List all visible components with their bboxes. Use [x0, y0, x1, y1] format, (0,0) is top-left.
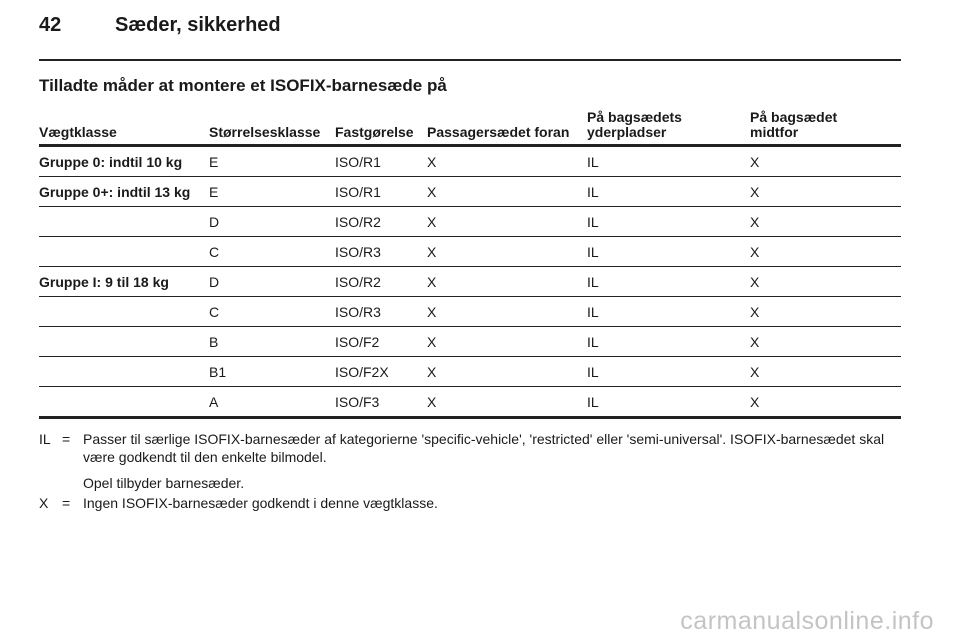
note-il [39, 430, 901, 492]
cell-front-passenger: X [427, 244, 437, 260]
cell-front-passenger: X [427, 274, 437, 290]
cell-fixture: ISO/R3 [335, 304, 381, 320]
header-rear-outer: På bagsædets yderpladser [587, 109, 682, 140]
note-equals: = [62, 495, 71, 511]
cell-size-class: A [209, 394, 219, 410]
note-x [39, 494, 901, 512]
header-front-passenger: Passagersædet foran [427, 124, 570, 140]
cell-rear-outer: IL [587, 184, 599, 200]
isofix-table [39, 108, 901, 419]
table-row [39, 237, 901, 267]
cell-fixture: ISO/R1 [335, 154, 381, 170]
cell-rear-outer: IL [587, 214, 599, 230]
cell-weight-class: Gruppe I: 9 til 18 kg [39, 274, 169, 290]
cell-rear-center: X [750, 364, 760, 380]
note-key: IL [39, 431, 51, 447]
table-row [39, 387, 901, 419]
cell-rear-center: X [750, 274, 760, 290]
note-text: Passer til særlige ISOFIX-barnesæder af kategorierne 'specific-vehicle', 'restricted' eller 'semi-universal'. ISOFIX-barnesædet skal være godkendt til den enkelte bilmodel. [83, 431, 885, 465]
page-title: Sæder, sikkerhed [115, 14, 281, 36]
header-size-class: Størrelsesklasse [209, 124, 321, 140]
note-text: Ingen ISOFIX-barnesæder godkendt i denne vægtklasse. [83, 495, 438, 511]
cell-rear-center: X [750, 394, 760, 410]
cell-fixture: ISO/R2 [335, 274, 381, 290]
cell-size-class: B1 [209, 364, 227, 380]
cell-rear-outer: IL [587, 244, 599, 260]
note-subtext: Opel tilbyder barnesæder. [83, 475, 245, 491]
note-key: X [39, 495, 49, 511]
section-title: Tilladte måder at montere et ISOFIX-barnesæde på [39, 76, 447, 95]
page-number: 42 [39, 14, 62, 36]
cell-size-class: E [209, 184, 219, 200]
cell-front-passenger: X [427, 214, 437, 230]
table-row [39, 177, 901, 207]
table-row [39, 327, 901, 357]
header-weight-class: Vægtklasse [39, 124, 117, 140]
table-row [39, 357, 901, 387]
cell-rear-outer: IL [587, 274, 599, 290]
cell-size-class: B [209, 334, 219, 350]
cell-size-class: E [209, 154, 219, 170]
cell-rear-outer: IL [587, 304, 599, 320]
cell-rear-center: X [750, 244, 760, 260]
cell-size-class: C [209, 304, 220, 320]
cell-fixture: ISO/F2 [335, 334, 380, 350]
cell-fixture: ISO/F3 [335, 394, 380, 410]
cell-rear-outer: IL [587, 154, 599, 170]
watermark: carmanualsonline.info [680, 607, 934, 635]
cell-rear-outer: IL [587, 334, 599, 350]
cell-rear-outer: IL [587, 394, 599, 410]
cell-rear-center: X [750, 154, 760, 170]
cell-front-passenger: X [427, 364, 437, 380]
cell-fixture: ISO/R1 [335, 184, 381, 200]
cell-weight-class: Gruppe 0+: indtil 13 kg [39, 184, 191, 200]
table-row [39, 267, 901, 297]
cell-weight-class: Gruppe 0: indtil 10 kg [39, 154, 183, 170]
cell-rear-outer: IL [587, 364, 599, 380]
cell-front-passenger: X [427, 394, 437, 410]
table-row [39, 147, 901, 177]
cell-fixture: ISO/F2X [335, 364, 389, 380]
header-fixture: Fastgørelse [335, 124, 414, 140]
cell-rear-center: X [750, 304, 760, 320]
cell-front-passenger: X [427, 304, 437, 320]
cell-size-class: C [209, 244, 220, 260]
cell-front-passenger: X [427, 154, 437, 170]
cell-rear-center: X [750, 334, 760, 350]
cell-size-class: D [209, 274, 220, 290]
table-row [39, 207, 901, 237]
cell-fixture: ISO/R3 [335, 244, 381, 260]
cell-fixture: ISO/R2 [335, 214, 381, 230]
cell-rear-center: X [750, 184, 760, 200]
cell-front-passenger: X [427, 184, 437, 200]
cell-front-passenger: X [427, 334, 437, 350]
cell-rear-center: X [750, 214, 760, 230]
header-rear-center: På bagsædet midtfor [750, 109, 838, 140]
top-rule [39, 59, 901, 61]
notes [39, 430, 901, 514]
note-equals: = [62, 431, 71, 447]
table-row [39, 297, 901, 327]
cell-size-class: D [209, 214, 220, 230]
table-header [39, 108, 901, 147]
